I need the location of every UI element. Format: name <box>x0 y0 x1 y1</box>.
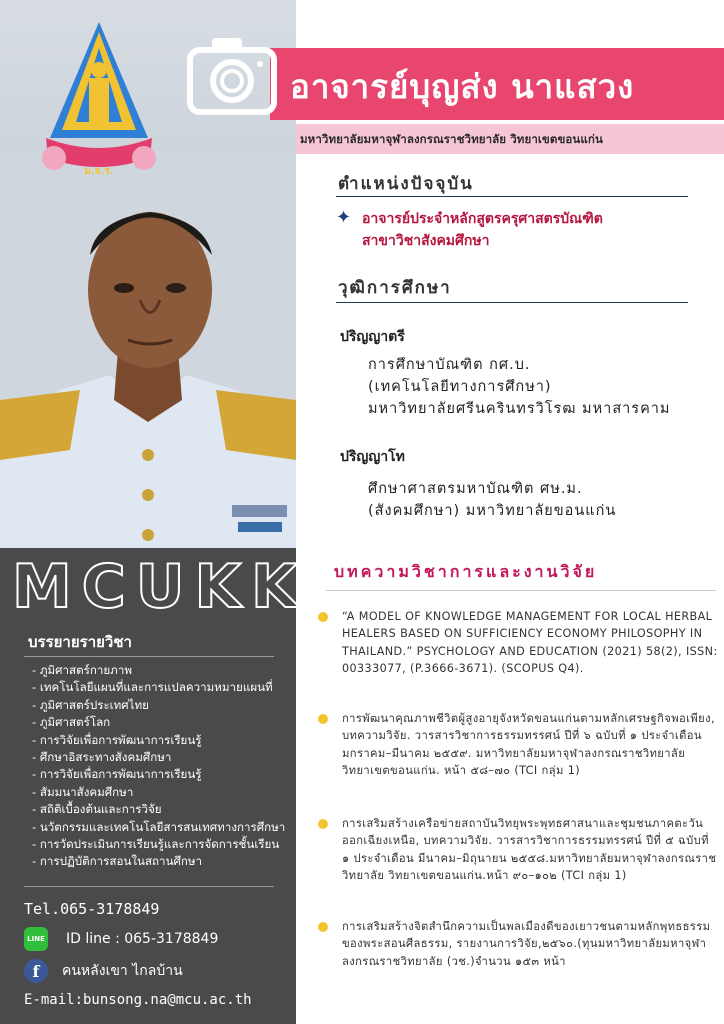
degree-line: (สังคมศึกษา) มหาวิทยาลัยขอนแก่น <box>368 503 617 519</box>
section-divider <box>336 196 688 197</box>
list-item: - นวัตกรรมและเทคโนโลยีสารสนเทศทางการศึกษา <box>32 819 286 834</box>
courses-title: บรรยายรายวิชา <box>28 633 132 651</box>
list-item: - ภูมิศาสตร์โลก <box>32 715 111 730</box>
phone-text: Tel.065-3178849 <box>24 900 160 918</box>
star-icon: ✦ <box>336 207 352 228</box>
facebook-contact <box>24 959 183 983</box>
publication-item <box>318 710 718 780</box>
list-item: - ศึกษาอิสระทางสังคมศึกษา <box>32 750 172 765</box>
bullet-icon <box>318 612 328 622</box>
bachelor-title: ปริญญาตรี <box>340 329 405 345</box>
bullet-icon <box>318 819 328 829</box>
sidebar <box>0 0 308 1024</box>
bullet-icon <box>318 922 328 932</box>
portrait-image <box>0 150 296 548</box>
list-item: - การปฏิบัติการสอนในสถานศึกษา <box>32 854 203 869</box>
university-name: มหาวิทยาลัยมหาจุฬาลงกรณราชวิทยาลัย วิทยาเขตขอนแก่น <box>300 132 603 146</box>
master-title: ปริญญาโท <box>340 449 405 465</box>
publication-text: “A MODEL OF KNOWLEDGE MANAGEMENT FOR LOCAL HERBAL HEALERS BASED ON SUFFICIENCY ECONOMY PHILOSOPHY IN THAILAND.” PSYCHOLOGY AND EDUCATION (2021) 58(2), ISSN: 00333077, (P.3666-3671). (SCOPUS Q4). <box>342 610 718 676</box>
position-text <box>362 208 603 252</box>
line-id-text: ID line : 065-3178849 <box>66 931 219 947</box>
line-contact <box>24 927 218 951</box>
publication-item <box>318 918 718 970</box>
publication-text: การเสริมสร้างเครือข่ายสถาบันวิทยุพระพุทธศาสนาและชุมชนภาคตะวันออกเฉียงเหนือ, บทความวิจัย. วารสารวิชาการธรรมทรรศน์ ปีที่ ๕ ฉบับที่ ๑ ประจำเดือน มีนาคม–มิถุนายน ๒๕๕๘.มหาวิทยาลัยมหาจุฬาลงกรณราชวิทยาลัย วิทยาเขตขอนแก่น.หน้า ๙๐–๑๐๒ (TCI กลุ่ม 1) <box>342 817 717 883</box>
list-item: - ภูมิศาสตร์ประเทศไทย <box>32 697 149 712</box>
degree-line: ศึกษาศาสตรมหาบัณฑิต ศษ.ม. <box>368 481 583 497</box>
camera-icon <box>186 34 278 118</box>
list-item: - สถิติเบื้องต้นและการวิจัย <box>32 802 162 817</box>
section-divider <box>336 302 688 303</box>
position-line: อาจารย์ประจำหลักสูตรครุศาสตรบัณฑิต <box>362 211 603 227</box>
facebook-icon: f <box>24 959 48 983</box>
position-section-title: ตำแหน่งปัจจุบัน <box>338 174 474 194</box>
emblem-text: ม.จ.ร. <box>84 166 114 177</box>
degree-line: การศึกษาบัณฑิต กศ.บ. <box>368 357 531 373</box>
facebook-name: คนหลังเขา ไกลบ้าน <box>62 963 183 979</box>
list-item: - สัมมนาสังคมศึกษา <box>32 784 134 799</box>
divider <box>24 656 274 657</box>
list-item: - เทคโนโลยีแผนที่และการแปลความหมายแผนที่ <box>32 680 273 695</box>
divider <box>24 886 274 887</box>
list-item: - การวัดประเมินการเรียนรู้และการจัดการชั้นเรียน <box>32 837 280 852</box>
publication-item <box>318 608 718 678</box>
section-divider <box>326 590 716 591</box>
master-details <box>368 478 616 522</box>
publication-text: การเสริมสร้างจิตสำนึกความเป็นพลเมืองดีของเยาวชนตามหลักพุทธธรรมของพระสอนศีลธรรม, รายงานการวิจัย,๒๕๖๐.(ทุนมหาวิทยาลัยมหาจุฬาลงกรณราชวิทยาลัย (วช.)จำนวน ๑๕๓ หน้า <box>342 920 711 968</box>
university-emblem <box>40 18 158 184</box>
position-line: สาขาวิชาสังคมศึกษา <box>362 233 490 249</box>
brand-text: MCUKK <box>12 552 308 622</box>
list-item: - การวิจัยเพื่อการพัฒนาการเรียนรู้ <box>32 767 202 782</box>
page-title: อาจารย์บุญส่ง นาแสวง <box>290 67 635 106</box>
list-item: - ภูมิศาสตร์กายภาพ <box>32 663 132 677</box>
course-list <box>32 662 285 871</box>
bullet-icon <box>318 714 328 724</box>
degree-line: (เทคโนโลยีทางการศึกษา) <box>368 379 552 395</box>
email-text: E-mail:bunsong.na@mcu.ac.th <box>24 992 252 1008</box>
publications-title: บทความวิชาการและงานวิจัย <box>334 562 598 581</box>
publication-text: การพัฒนาคุณภาพชีวิตผู้สูงอายุจังหวัดขอนแก่นตามหลักเศรษฐกิจพอเพียง, บทความวิจัย. วารสารวิชาการธรรมทรรศน์ ปีที่ ๖ ฉบับที่ ๑ ประจำเดือน มกราคม–มีนาคม ๒๕๕๙. มหาวิทยาลัยมหาจุฬาลงกรณราชวิทยาลัย วิทยาเขตขอนแก่น. หน้า ๕๘–๗๐ (TCI กลุ่ม 1) <box>342 712 715 778</box>
line-app-icon: LINE <box>24 927 48 951</box>
degree-line: มหาวิทยาลัยศรีนครินทรวิโรฒ มหาสารคาม <box>368 401 671 417</box>
education-section-title: วุฒิการศึกษา <box>338 278 452 298</box>
publication-item <box>318 815 718 885</box>
list-item: - การวิจัยเพื่อการพัฒนาการเรียนรู้ <box>32 732 202 747</box>
bachelor-details <box>368 354 671 420</box>
